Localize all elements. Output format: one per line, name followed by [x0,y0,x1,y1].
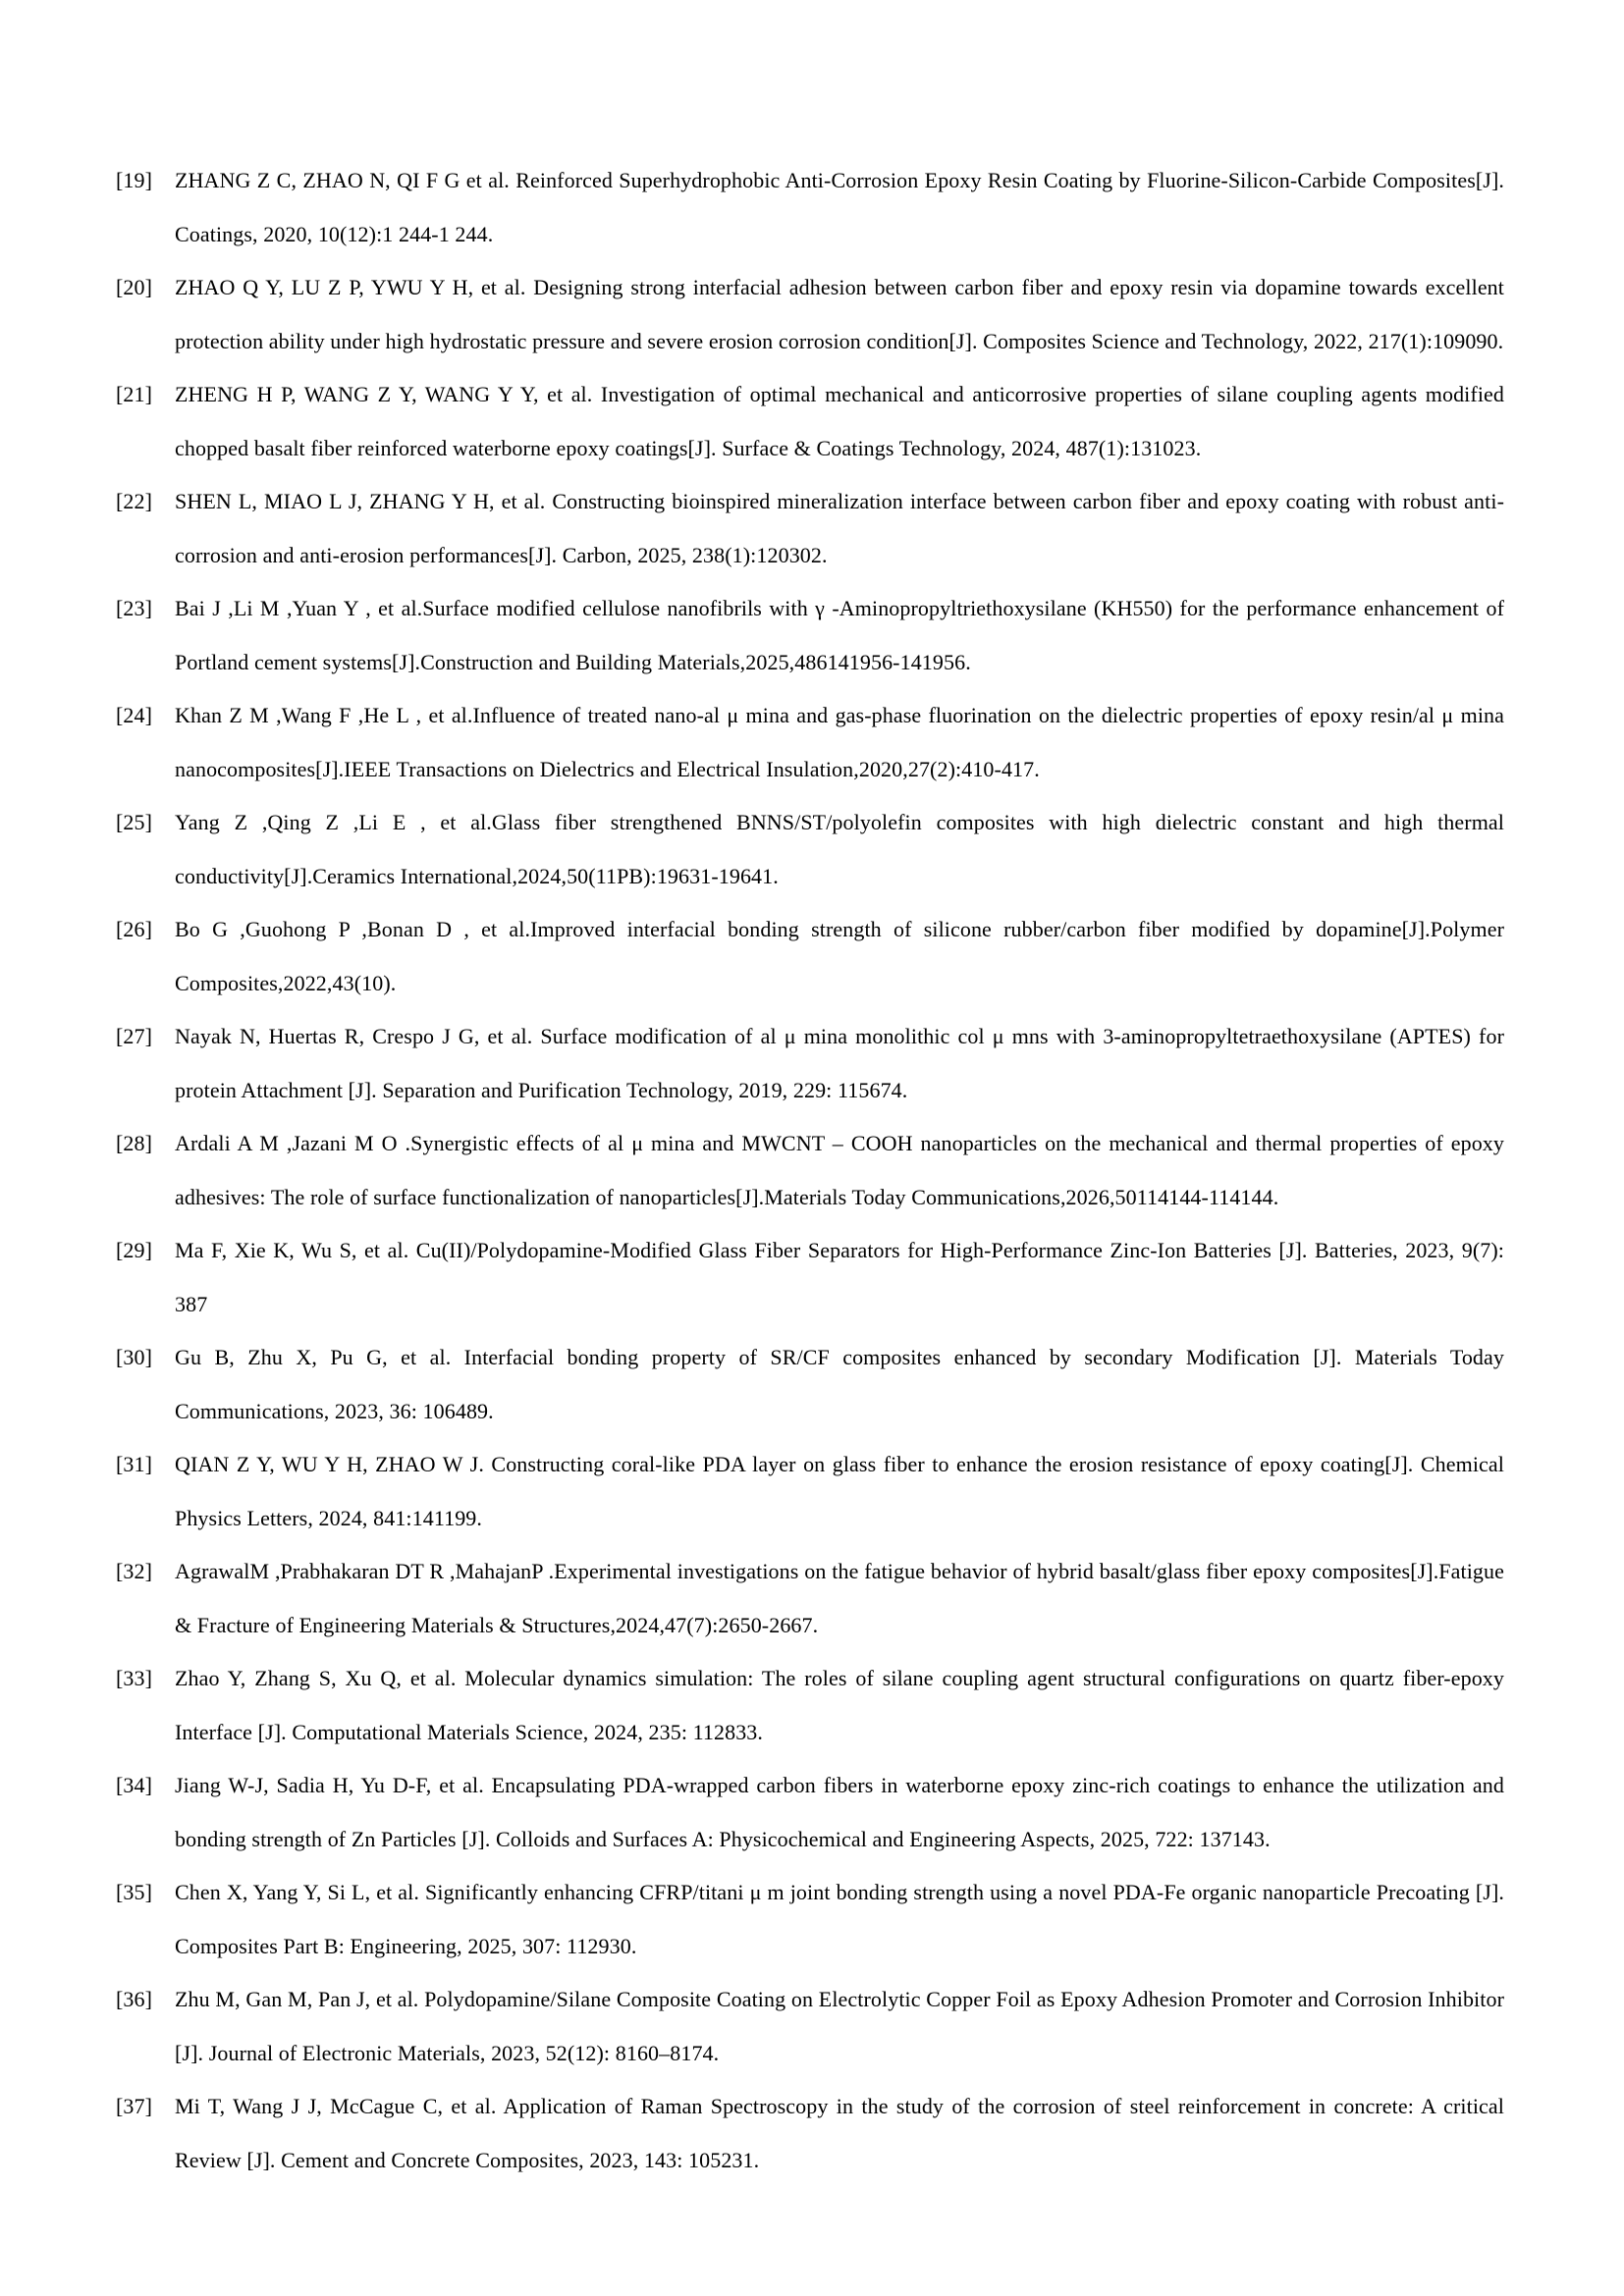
reference-item [116,1331,1504,1438]
reference-item [116,796,1504,903]
reference-number: [24] [116,703,153,727]
reference-text: ZHENG H P, WANG Z Y, WANG Y Y, et al. Investigation of optimal mechanical and anticorrosive properties of silane coupling agents modified chopped basalt fiber reinforced waterborne epoxy coatings[J]. Surface & Coatings Technology, 2024, 487(1):131023. [175,382,1504,460]
reference-text: Ardali A M ,Jazani M O .Synergistic effects of al μ mina and MWCNT – COOH nanoparticles on the mechanical and thermal properties of epoxy adhesives: The role of surface functionalization of nanoparticles[J].Materials Today Communications,2026,50114144-114144. [175,1131,1504,1209]
reference-number: [28] [116,1131,153,1155]
reference-number: [25] [116,810,153,834]
reference-text: Khan Z M ,Wang F ,He L , et al.Influence of treated nano-al μ mina and gas-phase fluorination on the dielectric properties of epoxy resin/al μ mina nanocomposites[J].IEEE Transactions on Dielectrics and Electrical Insulation,2020,27(2):410-417. [175,703,1504,781]
reference-number: [20] [116,275,153,299]
reference-text: ZHAO Q Y, LU Z P, YWU Y H, et al. Designing strong interfacial adhesion between carbon fiber and epoxy resin via dopamine towards excellent protection ability under high hydrostatic pressure and severe erosion corrosion condition[J]. Composites Science and Technology, 2022, 217(1):109090. [175,275,1504,353]
references-list [116,154,1504,2187]
reference-text: Bo G ,Guohong P ,Bonan D , et al.Improved interfacial bonding strength of silicone rubber/carbon fiber modified by dopamine[J].Polymer Composites,2022,43(10). [175,917,1504,995]
reference-number: [30] [116,1345,153,1369]
reference-item [116,154,1504,261]
reference-text: Zhu M, Gan M, Pan J, et al. Polydopamine/Silane Composite Coating on Electrolytic Copper Foil as Epoxy Adhesion Promoter and Corrosion Inhibitor [J]. Journal of Electronic Materials, 2023, 52(12): 8160–8174. [175,1987,1504,2065]
reference-item [116,2080,1504,2187]
reference-text: Yang Z ,Qing Z ,Li E , et al.Glass fiber strengthened BNNS/ST/polyolefin composites with high dielectric constant and high thermal conductivity[J].Ceramics International,2024,50(11PB):19631-19641. [175,810,1504,888]
reference-text: Ma F, Xie K, Wu S, et al. Cu(II)/Polydopamine-Modified Glass Fiber Separators for High-Performance Zinc-Ion Batteries [J]. Batteries, 2023, 9(7): 387 [175,1238,1504,1316]
reference-number: [36] [116,1987,153,2011]
reference-number: [22] [116,489,153,513]
reference-text: Chen X, Yang Y, Si L, et al. Significantly enhancing CFRP/titani μ m joint bonding strength using a novel PDA-Fe organic nanoparticle Precoating [J]. Composites Part B: Engineering, 2025, 307: 112930. [175,1880,1504,1958]
reference-number: [31] [116,1452,153,1476]
reference-text: AgrawalM ,Prabhakaran DT R ,MahajanP .Experimental investigations on the fatigue behavior of hybrid basalt/glass fiber epoxy composites[J].Fatigue & Fracture of Engineering Materials & Structures,2024,47(7):2650-2667. [175,1559,1504,1637]
reference-item [116,1652,1504,1759]
reference-text: ZHANG Z C, ZHAO N, QI F G et al. Reinforced Superhydrophobic Anti-Corrosion Epoxy Resin Coating by Fluorine-Silicon-Carbide Composites[J]. Coatings, 2020, 10(12):1 244-1 244. [175,168,1504,246]
reference-number: [26] [116,917,153,941]
reference-text: Nayak N, Huertas R, Crespo J G, et al. Surface modification of al μ mina monolithic col μ mns with 3-aminopropyltetraethoxysilane (APTES) for protein Attachment [J]. Separation and Purification Technology, 2019, 229: 115674. [175,1024,1504,1102]
reference-item [116,261,1504,368]
reference-text: SHEN L, MIAO L J, ZHANG Y H, et al. Constructing bioinspired mineralization interface between carbon fiber and epoxy coating with robust anti-corrosion and anti-erosion performances[J]. Carbon, 2025, 238(1):120302. [175,489,1504,567]
reference-item [116,368,1504,475]
reference-item [116,1545,1504,1652]
reference-number: [19] [116,168,153,192]
reference-item [116,1973,1504,2080]
reference-number: [29] [116,1238,153,1262]
reference-number: [27] [116,1024,153,1048]
reference-item [116,1759,1504,1866]
reference-number: [23] [116,596,153,620]
reference-number: [34] [116,1773,153,1797]
reference-item [116,1224,1504,1331]
reference-text: Jiang W-J, Sadia H, Yu D-F, et al. Encapsulating PDA-wrapped carbon fibers in waterborne epoxy zinc-rich coatings to enhance the utilization and bonding strength of Zn Particles [J]. Colloids and Surfaces A: Physicochemical and Engineering Aspects, 2025, 722: 137143. [175,1773,1504,1851]
reference-text: Mi T, Wang J J, McCague C, et al. Application of Raman Spectroscopy in the study of the corrosion of steel reinforcement in concrete: A critical Review [J]. Cement and Concrete Composites, 2023, 143: 105231. [175,2094,1504,2172]
reference-item [116,475,1504,582]
reference-text: Bai J ,Li M ,Yuan Y , et al.Surface modified cellulose nanofibrils with γ -Aminopropyltriethoxysilane (KH550) for the performance enhancement of Portland cement systems[J].Construction and Building Materials,2025,486141956-141956. [175,596,1504,674]
reference-item [116,1117,1504,1224]
reference-item [116,582,1504,689]
reference-number: [35] [116,1880,153,1904]
reference-number: [21] [116,382,153,406]
reference-number: [37] [116,2094,153,2118]
reference-number: [32] [116,1559,153,1583]
reference-item [116,1438,1504,1545]
reference-item [116,1010,1504,1117]
reference-number: [33] [116,1666,153,1690]
reference-text: Gu B, Zhu X, Pu G, et al. Interfacial bonding property of SR/CF composites enhanced by secondary Modification [J]. Materials Today Communications, 2023, 36: 106489. [175,1345,1504,1423]
reference-text: Zhao Y, Zhang S, Xu Q, et al. Molecular dynamics simulation: The roles of silane coupling agent structural configurations on quartz fiber-epoxy Interface [J]. Computational Materials Science, 2024, 235: 112833. [175,1666,1504,1744]
reference-text: QIAN Z Y, WU Y H, ZHAO W J. Constructing coral-like PDA layer on glass fiber to enhance the erosion resistance of epoxy coating[J]. Chemical Physics Letters, 2024, 841:141199. [175,1452,1504,1530]
reference-item [116,1866,1504,1973]
reference-item [116,689,1504,796]
reference-item [116,903,1504,1010]
